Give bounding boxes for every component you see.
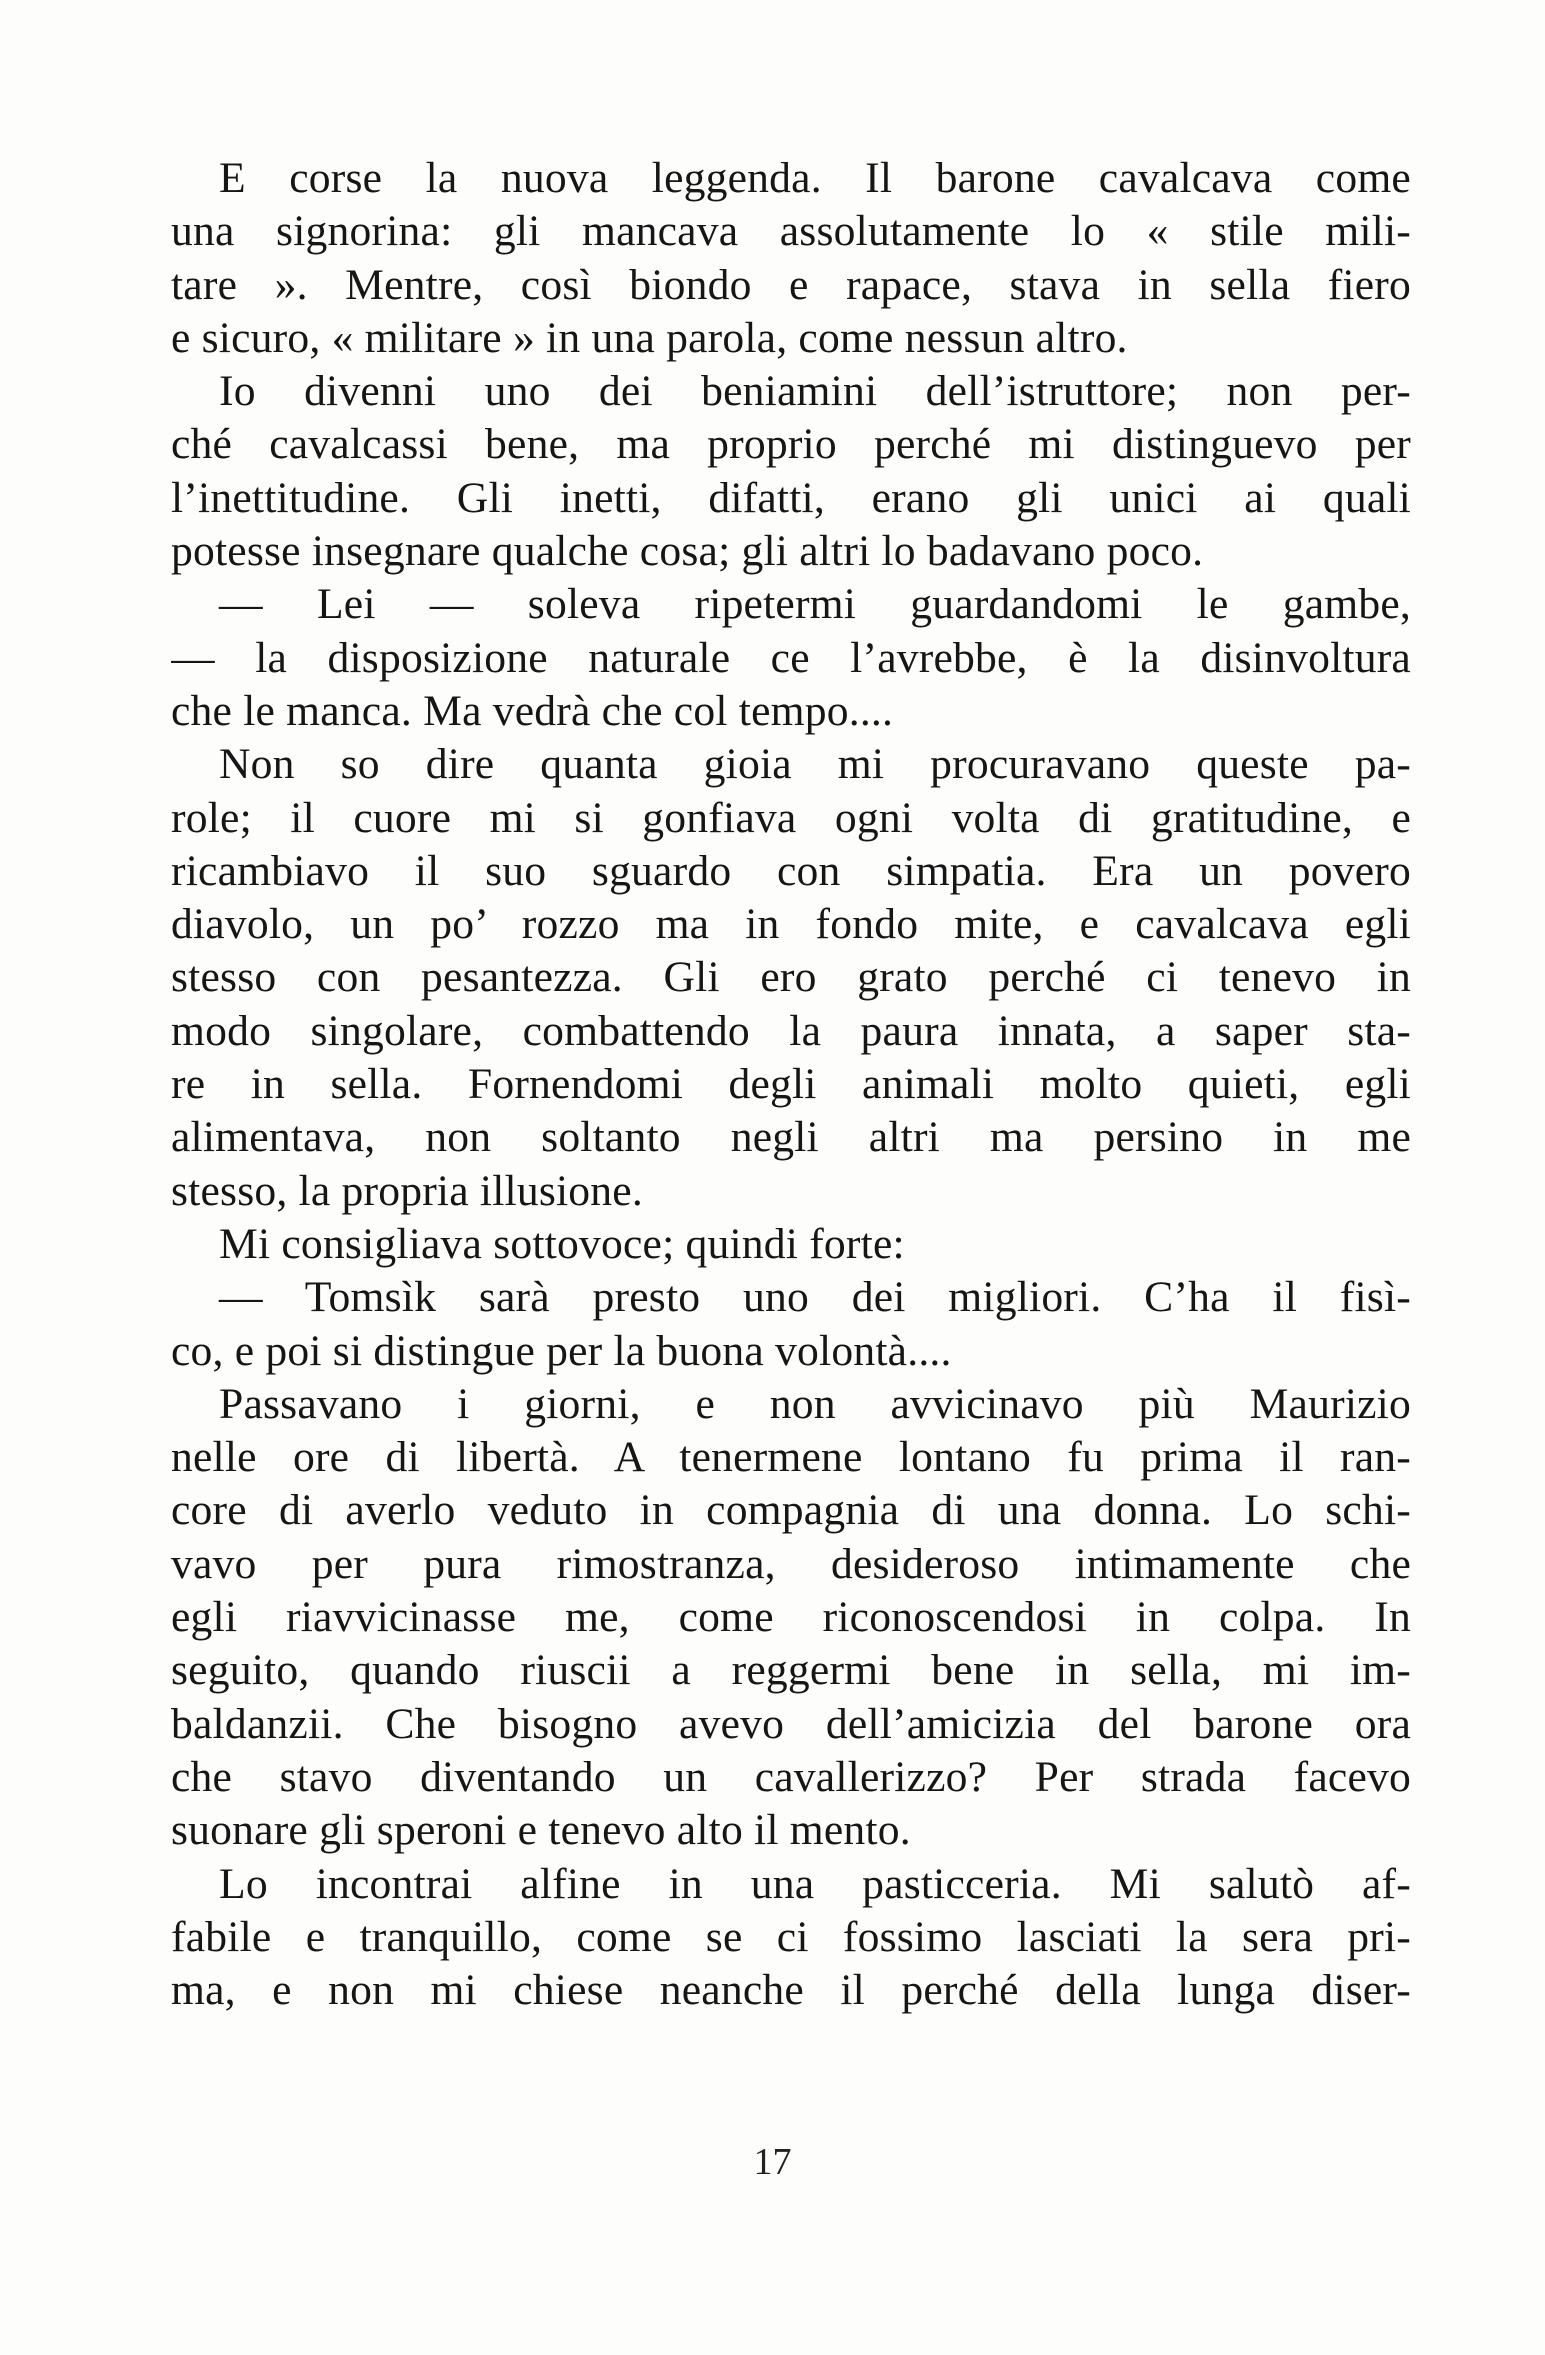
text-line: — la disposizione naturale ce l’avrebbe, è la disinvoltura xyxy=(171,633,1411,682)
text-line: stesso, la propria illusione. xyxy=(171,1166,643,1215)
text-line: alimentava, non soltanto negli altri ma persino in me xyxy=(171,1113,1411,1162)
text-line: nelle ore di libertà. A tenermene lontano fu prima il ran- xyxy=(171,1433,1411,1482)
text-line: suonare gli speroni e tenevo alto il mento. xyxy=(171,1806,911,1855)
text-line: tare ». Mentre, così biondo e rapace, stava in sella fiero xyxy=(171,260,1411,309)
text-line: che le manca. Ma vedrà che col tempo.... xyxy=(171,686,894,735)
text-line: fabile e tranquillo, come se ci fossimo lasciati la sera pri- xyxy=(171,1912,1411,1961)
text-line: Io divenni uno dei beniamini dell’istruttore; non per- xyxy=(219,367,1411,416)
text-line: stesso con pesantezza. Gli ero grato perché ci tenevo in xyxy=(171,953,1411,1002)
text-line: modo singolare, combattendo la paura innata, a saper sta- xyxy=(171,1006,1411,1055)
text-line: co, e poi si distingue per la buona volontà.... xyxy=(171,1326,952,1375)
text-line: una signorina: gli mancava assolutamente lo « stile mili- xyxy=(171,207,1411,256)
text-line: ché cavalcassi bene, ma proprio perché mi distinguevo per xyxy=(171,420,1411,469)
text-line: l’inettitudine. Gli inetti, difatti, erano gli unici ai quali xyxy=(171,473,1411,522)
body-text xyxy=(171,152,1411,2017)
text-line: seguito, quando riuscii a reggermi bene in sella, mi im- xyxy=(171,1646,1411,1695)
text-line: Lo incontrai alfine in una pasticceria. Mi salutò af- xyxy=(219,1859,1411,1908)
text-line: Mi consigliava sottovoce; quindi forte: xyxy=(219,1219,905,1268)
text-line: ricambiavo il suo sguardo con simpatia. Era un povero xyxy=(171,846,1411,895)
text-line: baldanzii. Che bisogno avevo dell’amicizia del barone ora xyxy=(171,1699,1411,1748)
text-line: re in sella. Fornendomi degli animali molto quieti, egli xyxy=(171,1060,1411,1109)
text-line: ma, e non mi chiese neanche il perché della lunga diser- xyxy=(171,1966,1411,2015)
text-line: Non so dire quanta gioia mi procuravano queste pa- xyxy=(219,740,1411,789)
text-line: e sicuro, « militare » in una parola, come nessun altro. xyxy=(171,313,1128,362)
text-line: — Lei — soleva ripetermi guardandomi le gambe, xyxy=(219,580,1411,629)
text-line: diavolo, un po’ rozzo ma in fondo mite, e cavalcava egli xyxy=(171,900,1411,949)
text-line: vavo per pura rimostranza, desideroso intimamente che xyxy=(171,1539,1411,1588)
text-line: role; il cuore mi si gonfiava ogni volta di gratitudine, e xyxy=(171,793,1411,842)
text-line: che stavo diventando un cavallerizzo? Per strada facevo xyxy=(171,1752,1411,1801)
text-line: potesse insegnare qualche cosa; gli altri lo badavano poco. xyxy=(171,527,1204,576)
text-line: Passavano i giorni, e non avvicinavo più Maurizio xyxy=(219,1379,1411,1428)
text-line: — Tomsìk sarà presto uno dei migliori. C’ha il fisì- xyxy=(219,1273,1411,1322)
text-line: core di averlo veduto in compagnia di una donna. Lo schi- xyxy=(171,1486,1411,1535)
text-line: egli riavvicinasse me, come riconoscendosi in colpa. In xyxy=(171,1593,1411,1642)
page-number: 17 xyxy=(753,2141,792,2183)
text-line: E corse la nuova leggenda. Il barone cavalcava come xyxy=(219,154,1411,202)
